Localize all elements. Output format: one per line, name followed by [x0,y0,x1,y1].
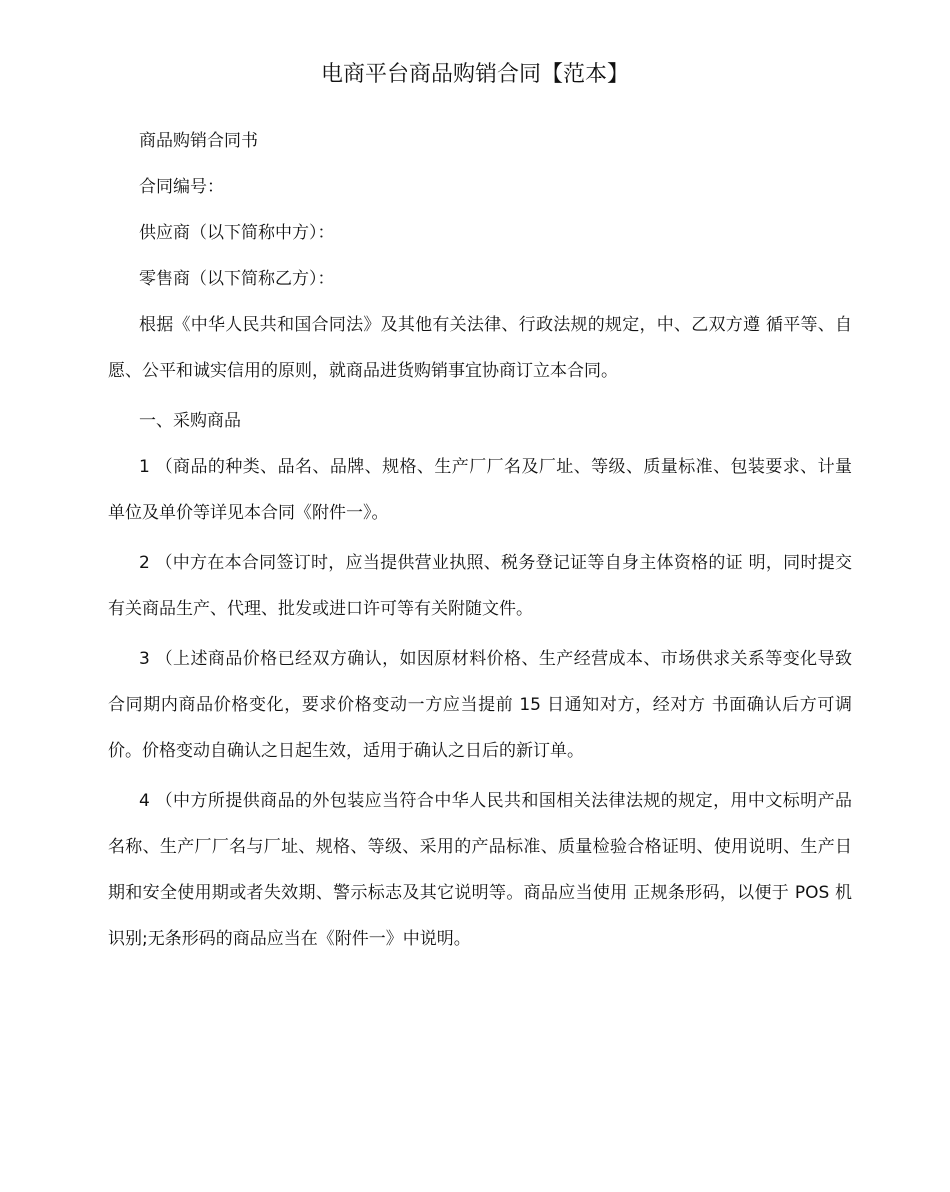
clause-3: 3 （上述商品价格已经双方确认，如因原材料价格、生产经营成本、市场供求关系等变化导致合同期内商品价格变化，要求价格变动一方应当提前 15 日通知对方，经对方 书面确认后方可调价。价格变动自确认之日起生效，适用于确认之日后的新订单。 [108,649,852,761]
document-title: 电商平台商品购销合同【范本】 [320,62,629,87]
paragraph-retailer: 零售商（以下简称乙方）： [139,269,335,289]
document-body [108,118,852,962]
clause-2: 2 （中方在本合同签订时，应当提供营业执照、税务登记证等自身主体资格的证 明，同时提交有关商品生产、代理、批发或进口许可等有关附随文件。 [108,553,852,619]
paragraph-contract-number: 合同编号： [139,177,224,197]
clause-4: 4 （中方所提供商品的外包装应当符合中华人民共和国相关法律法规的规定，用中文标明产品名称、生产厂厂名与厂址、规格、等级、采用的产品标准、质量检验合格证明、使用说明、生产日期和安全使用期或者失效期、警示标志及其它说明等。商品应当使用 正规条形码，以便于 POS 机识别;无条形码的商品应当在《附件一》中说明。 [108,791,852,949]
paragraph-preamble: 根据《中华人民共和国合同法》及其他有关法律、行政法规的规定，中、乙双方遵 循平等、自愿、公平和诚实信用的原则，就商品进货购销事宜协商订立本合同。 [108,315,852,381]
paragraph-contract-heading: 商品购销合同书 [139,131,258,151]
section-heading-purchase-goods: 一、采购商品 [139,411,241,431]
clause-1: 1 （商品的种类、品名、品牌、规格、生产厂厂名及厂址、等级、质量标准、包装要求、计量单位及单价等详见本合同《附件一》。 [108,457,852,523]
paragraph-supplier: 供应商（以下简称中方）： [139,223,335,243]
